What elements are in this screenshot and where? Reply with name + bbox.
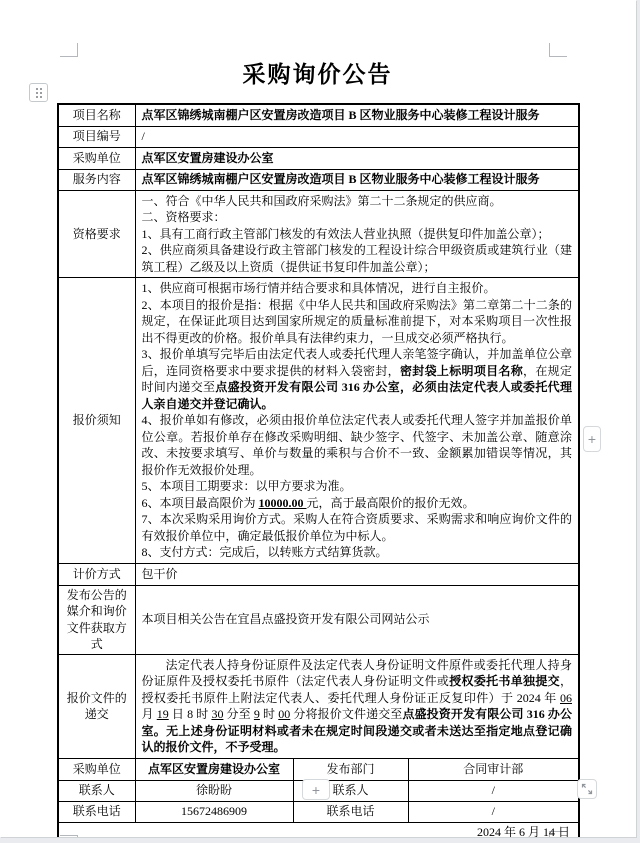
value-pricing-method[interactable]: 包干价 [135, 563, 579, 585]
footer-purchasing-unit-label[interactable]: 采购单位 [58, 758, 135, 780]
table-row [58, 169, 579, 190]
contact-name-label-right[interactable]: 联系人 [293, 780, 408, 801]
label-pricing-method[interactable]: 计价方式 [58, 563, 135, 585]
margin-mark-top-left-icon [60, 43, 78, 57]
quotation-notice-content[interactable]: 1、供应商可根据市场行情并结合要求和具体情况，进行自主报价。 2、本项目的报价是指：根据《中华人民共和国政府采购法》第二章第二十二条的规定，在保证此项目达到国家所规定的质量标准前提下，对本采购项目一次性报出不得更改的价格。报价单具有法律约束力，一旦成交必须严格执行。 3、报价单填写完毕后由法定代表人或委托代理人亲笔签字确认，并加盖单位公章后，连同资格要求中要求提供的材料入袋密封，密封袋上标明项目名称，在规定时间内递交至点盛投资开发有限公司 316 办公室，必须由法定代表人或委托代理人亲自递交并登记确认。 4、报价单如有修改，必须由报价单位法定代表人或委托代理人签字并加盖报价单位公章。若报价单存在修改采购明细、缺少签字、代签字、未加盖公章、随意涂改、未按要求填写、单价与数量的乘积与合价不一致、金额累加错误等情况，其报价作无效报价处理。 5、本项目工期要求：以甲方要求为准。 6、本项目最高限价为 10000.00 元，高于最高限价的报价无效。 7、本次采购采用询价方式。采购人在符合资质要求、采购需求和响应询价文件的有效报价单位中，确定最低报价单位为中标人。 8、支付方式：完成后，以转账方式结算货款。 [135, 278, 579, 564]
footer-publish-dept-label[interactable]: 发布部门 [293, 758, 408, 780]
contact-phone-label-left[interactable]: 联系电话 [58, 801, 135, 822]
table-row [58, 758, 579, 780]
contact-phone-value-right[interactable]: / [408, 801, 579, 822]
table-row [58, 585, 579, 654]
table-row [58, 278, 579, 564]
add-row-button[interactable]: + [302, 779, 330, 800]
table-row [58, 801, 579, 822]
table-row [58, 104, 579, 126]
label-submission[interactable]: 报价文件的递交 [58, 654, 135, 758]
label-project-number[interactable]: 项目编号 [58, 126, 135, 147]
add-column-button[interactable]: + [583, 426, 601, 452]
footer-publish-dept-value[interactable]: 合同审计部 [408, 758, 579, 780]
contact-name-value-left[interactable]: 徐盼盼 [135, 780, 293, 801]
qualification-content[interactable]: 一、符合《中华人民共和国政府采购法》第二十二条规定的供应商。 二、资格要求： 1、具有工商行政主管部门核发的有效法人营业执照（提供复印件加盖公章）； 2、供应商须具备建设行政主管部门核发的工程设计综合甲级资质或建筑行业（建筑工程）乙级及以上资质（提供证书复印件加盖公章）； [135, 190, 579, 278]
contact-phone-value-left[interactable]: 15672486909 [135, 801, 293, 822]
drag-dots-icon [36, 88, 42, 98]
label-project-name[interactable]: 项目名称 [58, 104, 135, 126]
label-qualification[interactable]: 资格要求 [58, 190, 135, 278]
table-drag-handle[interactable] [29, 83, 48, 102]
procurement-table [57, 103, 580, 837]
table-row [58, 190, 579, 278]
margin-mark-top-right-icon [549, 43, 567, 57]
fullscreen-toggle-button[interactable] [577, 779, 597, 799]
table-row [58, 126, 579, 147]
table-row [58, 822, 579, 837]
document-title[interactable]: 采购询价公告 [242, 62, 393, 87]
contact-name-value-right[interactable]: / [408, 780, 579, 801]
table-row [58, 147, 579, 169]
label-purchasing-unit[interactable]: 采购单位 [58, 147, 135, 169]
contact-phone-label-right[interactable]: 联系电话 [293, 801, 408, 822]
value-purchasing-unit[interactable]: 点军区安置房建设办公室 [135, 147, 579, 169]
table-row [58, 563, 579, 585]
value-announcement-media[interactable]: 本项目相关公告在宜昌点盛投资开发有限公司网站公示 [135, 585, 579, 654]
footer-purchasing-unit-value[interactable]: 点军区安置房建设办公室 [135, 758, 293, 780]
expand-icon [581, 783, 593, 795]
table-row [58, 654, 579, 758]
value-project-name[interactable]: 点军区锦绣城南棚户区安置房改造项目 B 区物业服务中心装修工程设计服务 [135, 104, 579, 126]
announcement-date[interactable]: 2024 年 6 月 14 日 [58, 822, 579, 837]
label-service-content[interactable]: 服务内容 [58, 169, 135, 190]
label-announcement-media[interactable]: 发布公告的媒介和询价文件获取方式 [58, 585, 135, 654]
value-service-content[interactable]: 点军区锦绣城南棚户区安置房改造项目 B 区物业服务中心装修工程设计服务 [135, 169, 579, 190]
label-quotation-notice[interactable]: 报价须知 [58, 278, 135, 564]
value-project-number[interactable]: / [135, 126, 579, 147]
contact-name-label-left[interactable]: 联系人 [58, 780, 135, 801]
submission-content[interactable]: 法定代表人持身份证原件及法定代表人身份证明文件原件或委托代理人持身份证原件及授权委托书原件（法定代表人身份证明文件或授权委托书单独提交，授权委托书原件上附法定代表人、委托代理人身份证正反复印件）于 2024 年 06 月 19 日 8 时 30 分至 9 时 00 分将报价文件递交至点盛投资开发有限公司 316 办公室。无上述身份证明材料或者未在规定时间段递交或者未送达至指定地点登记确认的报价文件，不予受理。 [135, 654, 579, 758]
